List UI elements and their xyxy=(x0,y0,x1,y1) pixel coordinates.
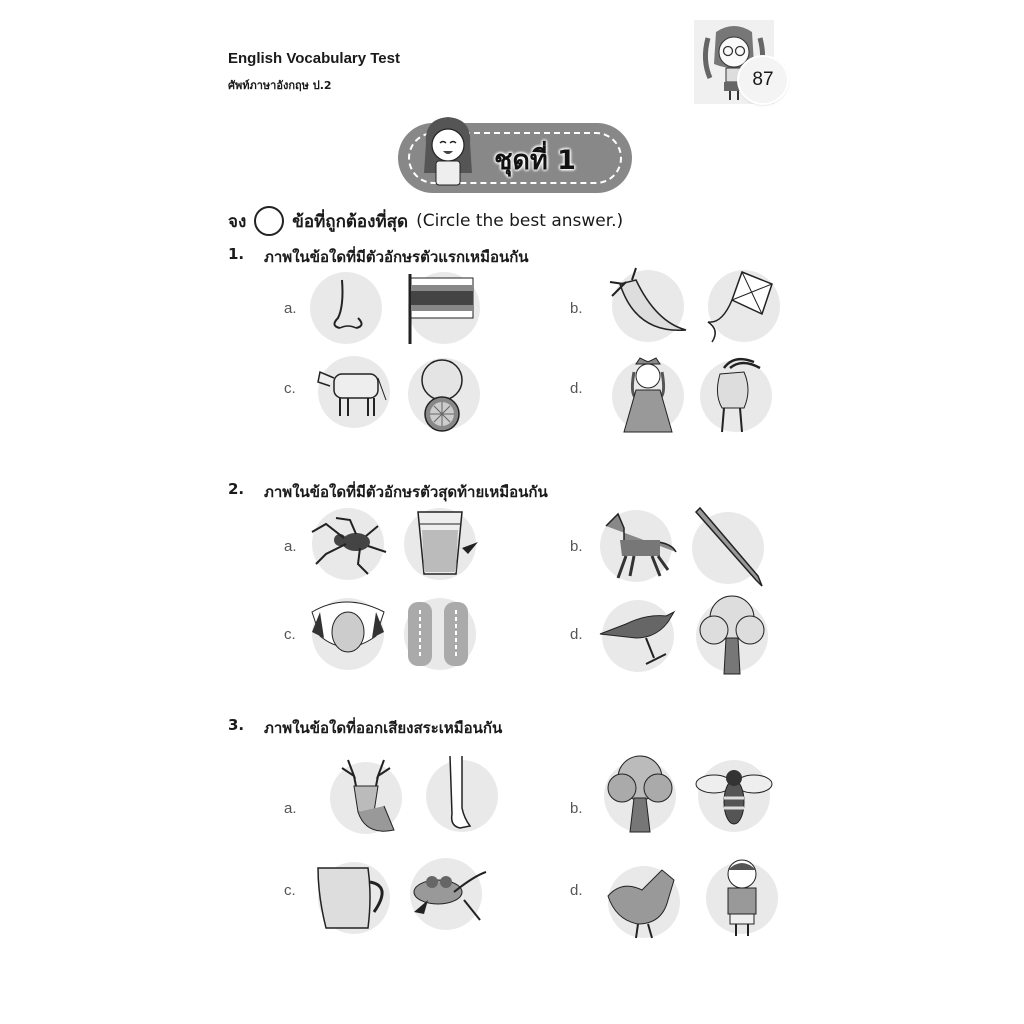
cow-icon xyxy=(318,356,390,428)
worksheet-title: English Vocabulary Test xyxy=(228,50,400,67)
circle-symbol-icon xyxy=(254,206,284,236)
boy-icon xyxy=(706,862,778,934)
spider-icon xyxy=(312,508,384,580)
tongue-icon xyxy=(312,598,384,670)
bird-icon xyxy=(602,600,674,672)
question-3-text: ภาพในข้อใดที่ออกเสียงสระเหมือนกัน xyxy=(264,719,503,737)
option-1c[interactable]: c. xyxy=(284,380,296,397)
instruction-prefix: จง xyxy=(228,211,247,232)
option-3b[interactable]: b. xyxy=(570,800,583,817)
question-1-number: 1. xyxy=(228,245,245,263)
option-2a[interactable]: a. xyxy=(284,538,297,555)
pencil-icon xyxy=(692,512,764,584)
question-3-number: 3. xyxy=(228,716,245,734)
goat-icon xyxy=(700,360,772,432)
option-1a[interactable]: a. xyxy=(284,300,297,317)
number-eleven-icon xyxy=(404,598,476,670)
instruction-line xyxy=(228,206,623,236)
option-2d[interactable]: d. xyxy=(570,626,583,643)
horse-icon xyxy=(600,510,672,582)
option-1d[interactable]: d. xyxy=(570,380,583,397)
instruction-english: (Circle the best answer.) xyxy=(416,211,624,231)
kite-icon xyxy=(708,270,780,342)
queen-icon xyxy=(612,360,684,432)
banana-icon xyxy=(612,270,684,342)
nose-icon xyxy=(310,272,382,344)
nest-icon xyxy=(410,858,482,930)
hen-icon xyxy=(608,866,680,938)
bee-icon xyxy=(698,760,770,832)
question-1-text: ภาพในข้อใดที่มีตัวอักษรตัวแรกเหมือนกัน xyxy=(264,248,529,266)
orange-icon xyxy=(408,358,480,430)
option-2b[interactable]: b. xyxy=(570,538,583,555)
question-2-text: ภาพในข้อใดที่มีตัวอักษรตัวสุดท้ายเหมือนกัน xyxy=(264,483,548,501)
page-number-badge: 87 xyxy=(739,57,787,103)
option-3c[interactable]: c. xyxy=(284,882,296,899)
option-1b[interactable]: b. xyxy=(570,300,583,317)
option-3d[interactable]: d. xyxy=(570,882,583,899)
leg-icon xyxy=(426,760,498,832)
jug-icon xyxy=(318,862,390,934)
question-2-number: 2. xyxy=(228,480,245,498)
instruction-thai: ข้อที่ถูกต้องที่สุด xyxy=(292,211,409,232)
deer-icon xyxy=(330,762,402,834)
thai-flag-icon xyxy=(408,272,480,344)
tree-icon xyxy=(604,760,676,832)
option-3a[interactable]: a. xyxy=(284,800,297,817)
set-title: ชุดที่ 1 xyxy=(494,145,576,176)
option-2c[interactable]: c. xyxy=(284,626,296,643)
glass-of-water-icon xyxy=(404,508,476,580)
tree-icon xyxy=(696,600,768,672)
worksheet-subtitle: ศัพท์ภาษาอังกฤษ ป.2 xyxy=(228,79,332,92)
